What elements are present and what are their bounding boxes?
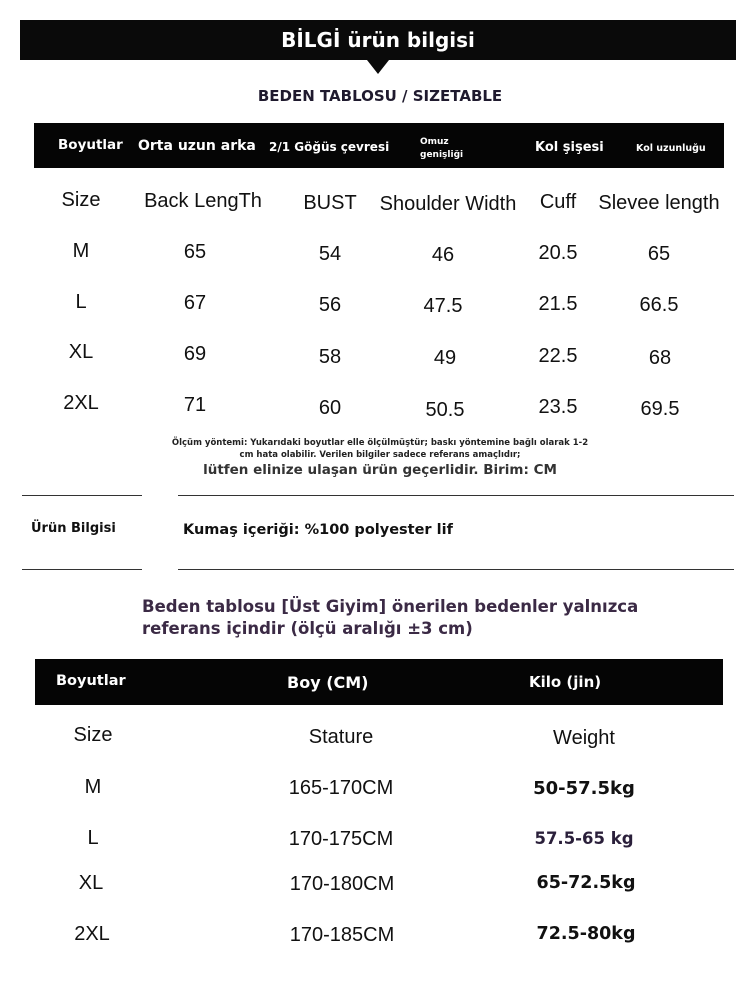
row-size: M: [72, 240, 90, 262]
row-back-length: 69: [183, 343, 207, 365]
row-bust: 56: [318, 294, 342, 316]
eng-header-stature: Stature: [308, 726, 374, 748]
row-sleeve: 65: [647, 243, 671, 265]
row-cuff: 20.5: [538, 242, 578, 264]
title-banner: [20, 20, 736, 60]
row-stature: 170-185CM: [289, 924, 395, 946]
fabric-content: Kumaş içeriği: %100 polyester lif: [183, 522, 453, 538]
header-boy: Boy (CM): [287, 673, 369, 692]
row-weight: 72.5-80kg: [536, 924, 636, 944]
recommendation-line1: Beden tablosu [Üst Giyim] önerilen bedenler yalnızca: [142, 597, 639, 616]
row-shoulder: 47.5: [423, 295, 463, 317]
product-info-label: Ürün Bilgisi: [31, 521, 116, 536]
header-boyutlar: Boyutlar: [56, 673, 126, 689]
measurement-note-line2: cm hata olabilir. Verilen bilgiler sadece referans amaçlıdır;: [239, 450, 521, 460]
row-size: 2XL: [74, 923, 110, 945]
header-orta-uzun-arka: Orta uzun arka: [138, 138, 256, 154]
row-back-length: 65: [183, 241, 207, 263]
row-back-length: 67: [183, 292, 207, 314]
divider-top-right: [178, 495, 734, 496]
divider-top-left: [22, 495, 142, 496]
divider-bottom-right: [178, 569, 734, 570]
size-table-title: BEDEN TABLOSU / SIZETABLE: [257, 87, 503, 105]
recommendation-line2: referans içindir (ölçü aralığı ±3 cm): [142, 619, 473, 638]
size-recommendation: [142, 596, 702, 640]
eng-header-bust: BUST: [303, 192, 357, 214]
row-sleeve: 69.5: [640, 398, 680, 420]
row-size: M: [84, 776, 102, 798]
measurement-note-line3: lütfen elinize ulaşan ürün geçerlidir. Birim: CM: [203, 462, 557, 478]
eng-header-size: Size: [61, 189, 101, 211]
row-back-length: 71: [183, 394, 207, 416]
row-cuff: 23.5: [538, 396, 578, 418]
weight-table-header: [35, 659, 723, 705]
row-weight: 65-72.5kg: [536, 873, 636, 893]
eng-header-size: Size: [73, 724, 113, 746]
row-shoulder: 46: [431, 244, 455, 266]
eng-header-weight: Weight: [553, 727, 615, 749]
measurement-note-line1: Ölçüm yöntemi: Yukarıdaki boyutlar elle ölçülmüştür; baskı yöntemine bağlı olarak 1-2: [171, 438, 589, 448]
eng-header-shoulder-width: Shoulder Width: [379, 193, 517, 215]
row-weight: 50-57.5kg: [533, 778, 635, 799]
size-table-header: [34, 123, 724, 168]
row-bust: 60: [318, 397, 342, 419]
row-shoulder: 49: [433, 347, 457, 369]
row-stature: 165-170CM: [288, 777, 394, 799]
row-size: 2XL: [63, 392, 99, 414]
row-weight: 57.5-65 kg: [534, 829, 634, 848]
eng-header-cuff: Cuff: [539, 191, 577, 213]
row-stature: 170-180CM: [289, 873, 395, 895]
row-cuff: 21.5: [538, 293, 578, 315]
header-kol-sisesi: Kol şişesi: [535, 140, 604, 155]
row-cuff: 22.5: [538, 345, 578, 367]
row-size: L: [87, 827, 99, 849]
row-size: XL: [68, 341, 94, 363]
row-sleeve: 66.5: [639, 294, 679, 316]
header-gogus-cevresi: 2/1 Göğüs çevresi: [269, 140, 390, 154]
header-omuz-line1: Omuz: [420, 137, 449, 147]
header-omuz-line2: genişliği: [420, 150, 464, 160]
header-kilo: Kilo (jin): [529, 673, 602, 691]
eng-header-sleeve-length: Slevee length: [598, 192, 720, 214]
header-boyutlar: Boyutlar: [58, 137, 123, 153]
eng-header-back-length: Back LengTh: [144, 190, 262, 212]
row-bust: 54: [318, 243, 342, 265]
divider-bottom-left: [22, 569, 142, 570]
row-size: L: [75, 291, 87, 313]
row-shoulder: 50.5: [425, 399, 465, 421]
page-title: BİLGİ ürün bilgisi: [281, 28, 475, 52]
row-stature: 170-175CM: [288, 828, 394, 850]
banner-pointer: [367, 60, 389, 74]
row-size: XL: [78, 872, 104, 894]
header-kol-uzunlugu: Kol uzunluğu: [636, 143, 706, 154]
row-bust: 58: [318, 346, 342, 368]
row-sleeve: 68: [648, 347, 672, 369]
